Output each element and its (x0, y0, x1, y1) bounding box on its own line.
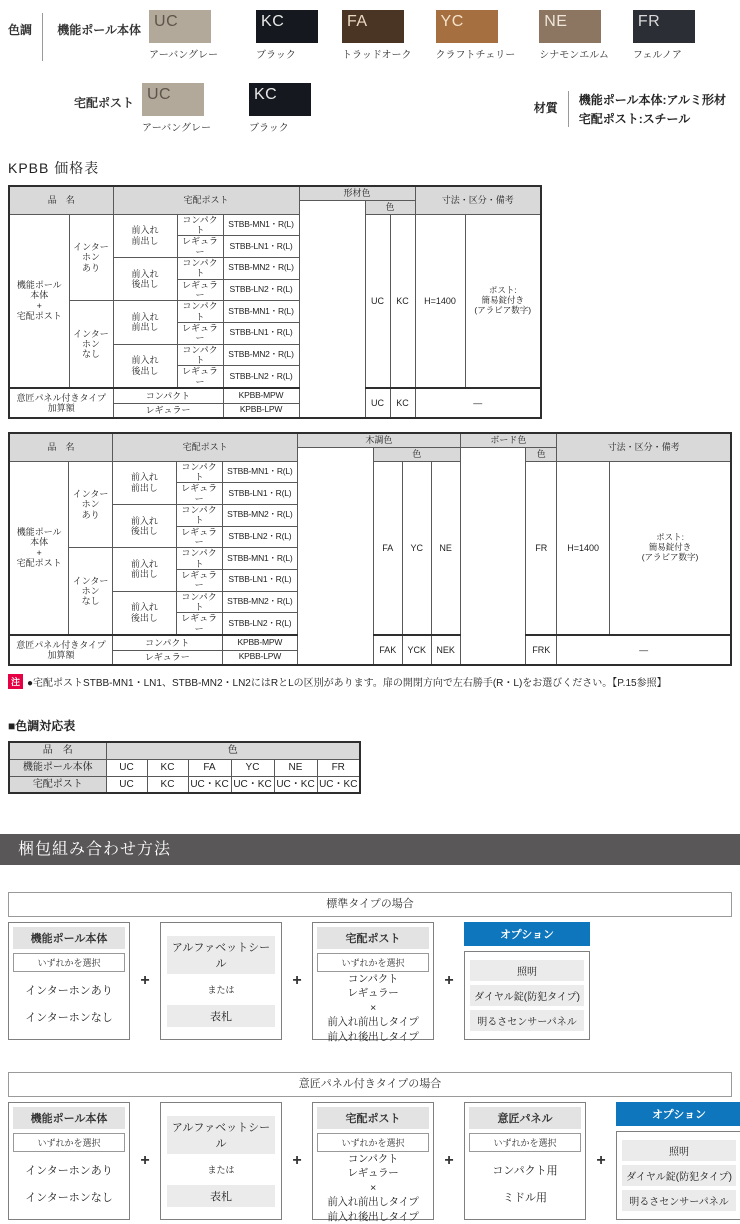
flow-text: 前入れ後出しタイプ (327, 1030, 419, 1043)
table-cell (299, 200, 365, 418)
option-box-header: オプション (616, 1102, 740, 1126)
table-cell: KPBB-LPW (223, 403, 299, 418)
flow-box-header: 機能ポール本体 (13, 927, 125, 949)
table-cell: STBB-LN2・R(L) (223, 279, 299, 301)
flow-box-items (317, 1152, 429, 1224)
color-swatch-fr (633, 10, 695, 61)
table-cell: コンパクト (176, 461, 222, 483)
note-line (8, 674, 732, 689)
table-cell: STBB-MN2・R(L) (223, 344, 299, 366)
swatch-chip-yc: YC (436, 10, 498, 43)
flow-row (8, 922, 732, 1043)
table-cell: 前入れ 後出し (113, 591, 177, 635)
flow-item: 明るさセンサーパネル (470, 1010, 584, 1031)
color-swatch-uc (142, 83, 211, 134)
flow-box-items (13, 972, 125, 1035)
table-cell: ボード色 (460, 433, 557, 447)
table-cell: — (415, 388, 541, 418)
table-cell: UC (106, 759, 147, 776)
flow-item: ダイヤル錠(防犯タイプ) (470, 985, 584, 1006)
flow-box-items (165, 1107, 277, 1215)
table-cell: インターホン なし (69, 301, 113, 388)
swatch-name: アーバングレー (149, 50, 219, 61)
swatch-name: フェルノア (632, 50, 682, 61)
table-cell: NEK (431, 635, 460, 665)
table-cell: 寸法・区分・備考 (557, 433, 731, 461)
swatch-name: クラフトチェリー (435, 50, 516, 61)
divider (568, 91, 569, 127)
flow-text: または (207, 1164, 235, 1175)
flow-item: アルファベットシール (167, 936, 275, 974)
table-cell: H=1400 (415, 214, 465, 388)
table-cell: STBB-MN1・R(L) (222, 461, 298, 483)
table-cell: FR (317, 759, 360, 776)
packing-subsection (8, 1072, 732, 1223)
color-swatch-kc (256, 10, 318, 61)
table-cell: 機能ポール 本体 + 宅配ポスト (9, 214, 69, 388)
table-cell: 木調色 (298, 433, 460, 447)
pole-swatches (149, 10, 703, 61)
tone-label: 色調 (8, 23, 33, 37)
table-cell: STBB-MN2・R(L) (223, 257, 299, 279)
color-swatch-kc (249, 83, 311, 134)
swatch-chip-ne: NE (539, 10, 601, 43)
swatch-name: ブラック (256, 50, 296, 61)
flow-row (8, 1102, 732, 1223)
material-line-2: 宅配ポスト:スチール (578, 111, 691, 126)
post-label: 宅配ポスト (73, 96, 134, 110)
table-cell: STBB-LN1・R(L) (223, 236, 299, 258)
material-label: 材質 (533, 101, 558, 115)
flow-text: コンパクト (347, 1153, 399, 1165)
packing-subsection (8, 892, 732, 1043)
table-cell: レギュラー (176, 483, 222, 505)
table-cell: UC・KC (274, 776, 317, 793)
flow-text: インターホンあり (25, 1165, 113, 1178)
swatch-chip-uc: UC (142, 83, 204, 116)
table-cell: 色 (526, 447, 557, 461)
table-cell: STBB-LN1・R(L) (222, 483, 298, 505)
table-cell: コンパクト (177, 344, 223, 366)
table-cell: 色 (373, 447, 460, 461)
flow-text: × (370, 1181, 376, 1194)
color-mapping-title: ■色調対応表 (8, 719, 76, 733)
table-cell: ポスト: 簡易錠付き (アラビア数字) (465, 214, 541, 388)
color-swatch-fa (342, 10, 412, 61)
table-cell: STBB-LN1・R(L) (222, 569, 298, 591)
option-box-body (464, 951, 590, 1040)
select-one-label: いずれかを選択 (317, 953, 429, 972)
table-cell: KPBB-MPW (222, 635, 298, 650)
table-cell: 品 名 (9, 742, 106, 759)
plus-separator: + (596, 1152, 606, 1169)
option-box (616, 1102, 740, 1220)
price-table-title: KPBB 価格表 (8, 160, 100, 176)
flow-box (8, 1102, 130, 1220)
table-cell: レギュラー (113, 403, 223, 418)
table-cell: KC (390, 388, 415, 418)
material-block (534, 83, 726, 128)
swatch-chip-fr: FR (633, 10, 695, 43)
table-cell: YC (231, 759, 274, 776)
table-cell: STBB-LN2・R(L) (222, 613, 298, 635)
flow-text: 前入れ後出しタイプ (327, 1210, 419, 1223)
table-cell: コンパクト (176, 591, 222, 613)
table-cell: コンパクト (177, 257, 223, 279)
table-cell: コンパクト (177, 301, 223, 323)
table-cell: レギュラー (177, 322, 223, 344)
subsection-title: 意匠パネル付きタイプの場合 (8, 1072, 732, 1097)
flow-text: ミドル用 (503, 1191, 547, 1204)
table-cell: 前入れ 後出し (113, 504, 177, 547)
flow-text: × (370, 1001, 376, 1014)
table-cell: 形材色 (299, 186, 415, 200)
material-line-1: 機能ポール本体:アルミ形材 (578, 93, 726, 107)
select-one-label: いずれかを選択 (469, 1133, 581, 1152)
table-cell: 前入れ 後出し (113, 257, 177, 300)
table-cell: YCK (402, 635, 431, 665)
option-box-body (616, 1131, 740, 1220)
color-tone-row (8, 10, 732, 61)
plus-separator: + (140, 972, 150, 989)
post-color-row (8, 83, 732, 134)
swatch-chip-kc: KC (256, 10, 318, 43)
note-badge: 注 (8, 674, 23, 689)
flow-item: 照明 (622, 1140, 736, 1161)
flow-text: または (207, 984, 235, 995)
pole-body-label: 機能ポール本体 (57, 23, 142, 37)
table-cell: STBB-LN2・R(L) (222, 526, 298, 548)
flow-text: コンパクト用 (492, 1165, 558, 1178)
color-mapping-table (8, 741, 732, 794)
table-cell: KPBB-MPW (223, 388, 299, 403)
table-cell: ポスト: 簡易錠付き (アラビア数字) (610, 461, 731, 635)
flow-box-items (317, 972, 429, 1044)
table-cell: NE (431, 461, 460, 635)
flow-box (312, 922, 434, 1043)
flow-box-header: 意匠パネル (469, 1107, 581, 1129)
table-cell: STBB-MN1・R(L) (223, 301, 299, 323)
swatch-chip-kc: KC (249, 83, 311, 116)
color-swatch-yc (436, 10, 516, 61)
table-cell: FRK (526, 635, 557, 665)
select-one-label: いずれかを選択 (13, 1133, 125, 1152)
table-cell: コンパクト (176, 504, 222, 526)
table-cell: 品 名 (9, 186, 113, 214)
table-cell: 色 (365, 200, 415, 214)
table-cell: インターホン あり (69, 214, 113, 301)
table-cell: UC・KC (317, 776, 360, 793)
table-cell: レギュラー (176, 613, 222, 635)
swatch-name: シナモンエルム (539, 50, 609, 61)
color-swatch-ne (539, 10, 609, 61)
table-cell (298, 447, 374, 665)
table-cell: レギュラー (177, 279, 223, 301)
color-swatch-uc (149, 10, 218, 61)
table-cell: KC (390, 214, 415, 388)
table-cell: 意匠パネル付きタイプ 加算額 (9, 635, 113, 665)
flow-text: インターホンなし (25, 1011, 113, 1024)
plus-separator: + (444, 1152, 454, 1169)
table-cell: コンパクト (177, 214, 223, 236)
table-cell: FR (526, 461, 557, 635)
flow-box-items (469, 1152, 581, 1215)
table-cell: 前入れ 前出し (113, 548, 177, 591)
flow-box (312, 1102, 434, 1223)
table-cell: STBB-MN2・R(L) (222, 591, 298, 613)
table-cell: — (557, 635, 731, 665)
flow-text: 前入れ前出しタイプ (327, 1016, 419, 1029)
table-cell: KC (147, 759, 188, 776)
plus-separator: + (292, 972, 302, 989)
table-cell: 宅配ポスト (113, 433, 298, 461)
flow-box (8, 922, 130, 1040)
price-table-aluminum (8, 185, 732, 419)
flow-text: 前入れ前出しタイプ (327, 1196, 419, 1209)
price-table-wood (8, 432, 732, 666)
table-cell: KPBB-LPW (222, 650, 298, 665)
swatch-name: トラッドオーク (342, 50, 412, 61)
table-cell: STBB-LN2・R(L) (223, 366, 299, 388)
table-cell: UC (365, 214, 390, 388)
table2-table (8, 432, 732, 666)
table-cell: インターホン あり (69, 461, 113, 548)
flow-item: 表札 (167, 1185, 275, 1207)
table-cell: 前入れ 前出し (113, 214, 177, 257)
swatch-name: アーバングレー (142, 123, 211, 134)
select-one-label: いずれかを選択 (317, 1133, 429, 1152)
divider (42, 13, 43, 61)
table-cell: コンパクト (113, 388, 223, 403)
flow-item: ダイヤル錠(防犯タイプ) (622, 1165, 736, 1186)
table-cell: FA (373, 461, 402, 635)
table-cell: 前入れ 前出し (113, 301, 177, 344)
table-cell: 機能ポール 本体 + 宅配ポスト (9, 461, 69, 635)
table-cell: 前入れ 前出し (113, 461, 177, 504)
select-one-label: いずれかを選択 (13, 953, 125, 972)
table-cell: 品 名 (9, 433, 113, 461)
flow-text: レギュラー (347, 987, 399, 1000)
flow-item: 明るさセンサーパネル (622, 1190, 736, 1211)
flow-box-header: 宅配ポスト (317, 1107, 429, 1129)
flow-box-items (165, 927, 277, 1035)
subsection-title: 標準タイプの場合 (8, 892, 732, 917)
note-text: ●宅配ポストSTBB-MN1・LN1、STBB-MN2・LN2にはRとLの区別があります。扉の開閉方向で左右勝手(R・L)をお選びください。【P.15参照】 (27, 678, 667, 689)
packing-sections (0, 892, 740, 1223)
table-cell: UC (365, 388, 390, 418)
flow-box (160, 1102, 282, 1220)
table-cell: 前入れ 後出し (113, 344, 177, 388)
table-cell: 色 (106, 742, 360, 759)
table-cell: インターホン なし (69, 548, 113, 635)
table-cell: レギュラー (177, 366, 223, 388)
table-cell: FAK (373, 635, 402, 665)
table-cell: 意匠パネル付きタイプ 加算額 (9, 388, 113, 418)
swatch-chip-fa: FA (342, 10, 404, 43)
flow-item: アルファベットシール (167, 1116, 275, 1154)
flow-box (464, 1102, 586, 1220)
table3-table (8, 741, 361, 794)
table-cell: レギュラー (176, 569, 222, 591)
option-box (464, 922, 590, 1040)
table-cell: NE (274, 759, 317, 776)
table-cell (460, 447, 526, 665)
table-cell: 寸法・区分・備考 (415, 186, 541, 214)
flow-text: コンパクト (347, 973, 399, 985)
material-text (579, 91, 726, 128)
table-cell: コンパクト (176, 548, 222, 570)
post-swatches (142, 83, 319, 134)
table-cell: コンパクト (113, 635, 222, 650)
table-cell: STBB-MN1・R(L) (223, 214, 299, 236)
table-cell: UC・KC (188, 776, 231, 793)
table-cell: UC・KC (231, 776, 274, 793)
catalog-page (0, 10, 740, 794)
table-cell: YC (402, 461, 431, 635)
flow-box-items (13, 1152, 125, 1215)
flow-box-header: 機能ポール本体 (13, 1107, 125, 1129)
table-cell: 宅配ポスト (9, 776, 106, 793)
option-box-header: オプション (464, 922, 590, 946)
flow-text: インターホンなし (25, 1191, 113, 1204)
table-cell: STBB-MN1・R(L) (222, 548, 298, 570)
table1-table (8, 185, 542, 419)
table-cell: 宅配ポスト (113, 186, 299, 214)
table-cell: FA (188, 759, 231, 776)
plus-separator: + (292, 1152, 302, 1169)
table-cell: レギュラー (177, 236, 223, 258)
table-cell: レギュラー (113, 650, 222, 665)
flow-box (160, 922, 282, 1040)
table-cell: STBB-MN2・R(L) (222, 504, 298, 526)
table-cell: レギュラー (176, 526, 222, 548)
packing-section-banner: 梱包組み合わせ方法 (0, 834, 740, 865)
table-cell: H=1400 (557, 461, 610, 635)
table-cell: STBB-LN1・R(L) (223, 322, 299, 344)
swatch-chip-uc: UC (149, 10, 211, 43)
plus-separator: + (444, 972, 454, 989)
table-cell: 機能ポール本体 (9, 759, 106, 776)
table-cell: UC (106, 776, 147, 793)
table-cell: KC (147, 776, 188, 793)
flow-text: レギュラー (347, 1167, 399, 1180)
plus-separator: + (140, 1152, 150, 1169)
flow-item: 照明 (470, 960, 584, 981)
flow-text: インターホンあり (25, 985, 113, 998)
flow-item: 表札 (167, 1005, 275, 1027)
swatch-name: ブラック (249, 123, 289, 134)
flow-box-header: 宅配ポスト (317, 927, 429, 949)
